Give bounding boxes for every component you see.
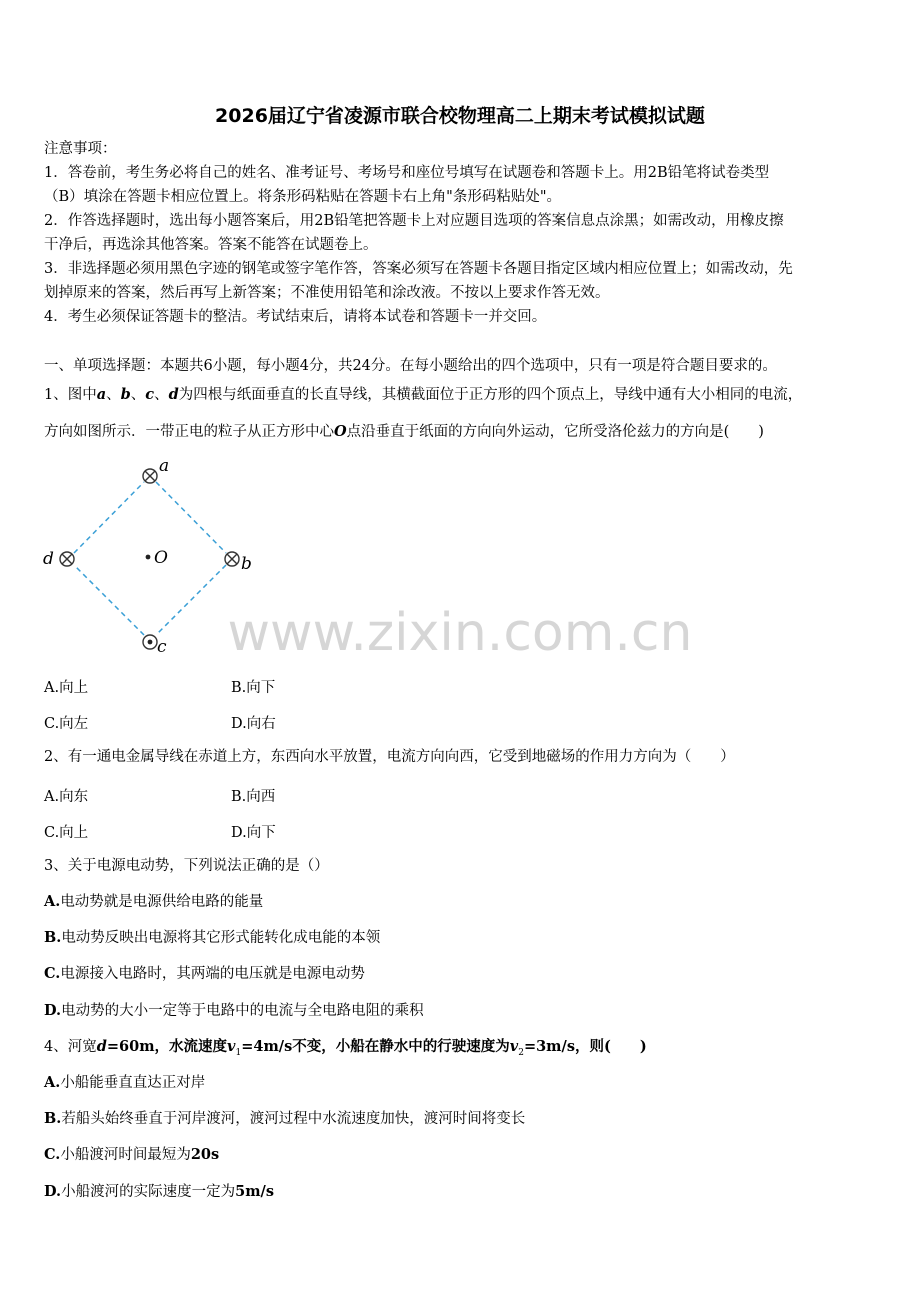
- label-c: c: [157, 637, 167, 657]
- notes-line: 3．非选择题必须用黑色字迹的钢笔或签字笔作答，答案必须写在答题卡各题目指定区域内相应位置上；如需改动，先: [44, 261, 793, 277]
- notes-line: 干净后，再选涂其他答案。答案不能答在试题卷上。: [44, 237, 378, 253]
- page-title: 2026届辽宁省凌源市联合校物理高二上期末考试模拟试题: [215, 105, 705, 127]
- q3-option-a[interactable]: A.电动势就是电源供给电路的能量: [44, 893, 264, 910]
- q3-stem: 3、关于电源电动势，下列说法正确的是（）: [44, 858, 329, 874]
- notes-heading: 注意事项：: [44, 141, 117, 157]
- wire-a-into-page-icon: [143, 469, 157, 483]
- q4-option-b[interactable]: B.若船头始终垂直于河岸渡河，渡河过程中水流速度加快，渡河时间将变长: [44, 1110, 526, 1127]
- watermark: www.zixin.com.cn: [227, 603, 693, 663]
- notes-line: 1．答卷前，考生务必将自己的姓名、准考证号、考场号和座位号填写在试题卷和答题卡上。用2B铅笔将试卷类型: [44, 165, 770, 181]
- q3-option-b[interactable]: B.电动势反映出电源将其它形式能转化成电能的本领: [44, 929, 381, 946]
- wire-b-into-page-icon: [225, 552, 239, 566]
- q2-option-b[interactable]: B.向西: [231, 789, 276, 805]
- label-d: d: [43, 549, 54, 569]
- q2-option-d[interactable]: D.向下: [231, 825, 276, 841]
- notes-line: （B）填涂在答题卡相应位置上。将条形码粘贴在答题卡右上角"条形码粘贴处"。: [44, 189, 561, 205]
- q4-stem: 4、河宽d=60m，水流速度$v_1=4m/s$不变，小船在静水中的行驶速度为$v_2=3m/s$，则( ): [44, 1038, 647, 1058]
- q4-option-d[interactable]: D.小船渡河的实际速度一定为5m/s: [44, 1183, 275, 1200]
- q1-stem-line1: 1、图中a、b、c、d为四根与纸面垂直的长直导线，其横截面位于正方形的四个顶点上，导线中通有大小相同的电流，: [44, 386, 803, 403]
- label-o: O: [154, 548, 168, 568]
- notes-line: 划掉原来的答案，然后再写上新答案；不准使用铅笔和涂改液。不按以上要求作答无效。: [44, 285, 610, 301]
- q1-option-c[interactable]: C.向左: [44, 716, 89, 732]
- wire-d-into-page-icon: [60, 552, 74, 566]
- q2-option-a[interactable]: A.向东: [44, 789, 89, 805]
- label-a: a: [159, 456, 170, 476]
- q1-option-d[interactable]: D.向右: [231, 716, 276, 732]
- q3-option-c[interactable]: C.电源接入电路时，其两端的电压就是电源电动势: [44, 965, 365, 982]
- q1-stem-line2: 方向如图所示．一带正电的粒子从正方形中心O点沿垂直于纸面的方向向外运动，它所受洛伦兹力的方向是( ): [44, 423, 764, 440]
- q1-option-a[interactable]: A.向上: [44, 680, 89, 696]
- q4-option-c[interactable]: C.小船渡河时间最短为20s: [44, 1146, 220, 1163]
- notes-line: 4．考生必须保证答题卡的整洁。考试结束后，请将本试卷和答题卡一并交回。: [44, 309, 547, 325]
- q4-option-a[interactable]: A.小船能垂直直达正对岸: [44, 1074, 206, 1091]
- center-point-o: [146, 555, 151, 560]
- notes-line: 2．作答选择题时，选出每小题答案后，用2B铅笔把答题卡上对应题目选项的答案信息点涂黑；如需改动，用橡皮擦: [44, 213, 784, 229]
- q2-option-c[interactable]: C.向上: [44, 825, 89, 841]
- q1-option-b[interactable]: B.向下: [231, 680, 276, 696]
- q3-option-d[interactable]: D.电动势的大小一定等于电路中的电流与全电路电阻的乘积: [44, 1002, 424, 1019]
- label-b: b: [241, 554, 252, 574]
- q2-stem: 2、有一通电金属导线在赤道上方，东西向水平放置，电流方向向西，它受到地磁场的作用力方向为（ ）: [44, 749, 735, 765]
- section-heading: 一、单项选择题：本题共6小题，每小题4分，共24分。在每小题给出的四个选项中，只有一项是符合题目要求的。: [44, 358, 777, 374]
